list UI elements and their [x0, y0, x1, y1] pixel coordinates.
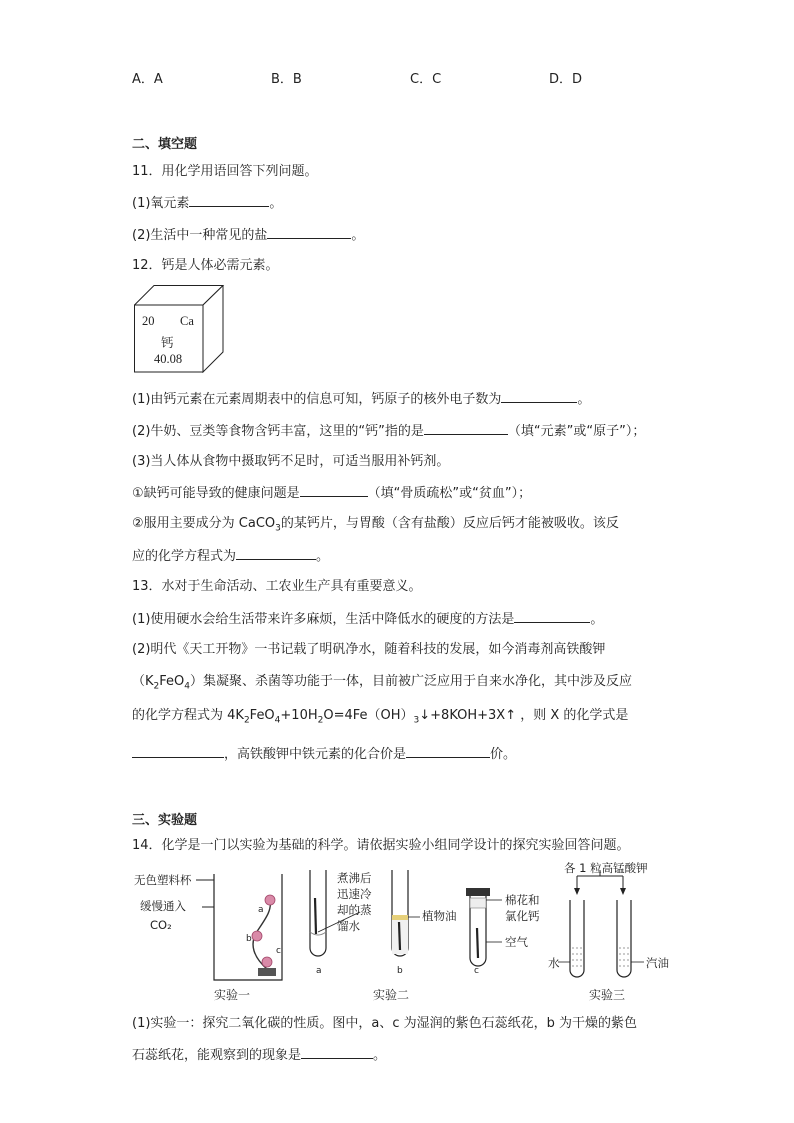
label-cotton-2: 氯化钙: [505, 909, 540, 923]
choice-b: B．B: [271, 72, 302, 87]
q14-part1: (1)实验一：探究二氧化碳的性质。图中，a、c 为湿润的紫色石蕊纸花，b 为干燥的紫色: [132, 1016, 638, 1031]
subscript: 3: [275, 523, 281, 534]
q11-part2-text: (2)生活中一种常见的盐: [132, 228, 268, 243]
q12-part4-end: （填“骨质疏松”或“贫血”）；: [367, 486, 532, 501]
label-flower-b: b: [246, 934, 252, 944]
choice-d: D．D: [549, 72, 583, 87]
answer-blank[interactable]: [301, 1046, 373, 1059]
test-tube-gasoline: [617, 900, 631, 977]
label-air: 空气: [505, 935, 528, 949]
q12-part6: [132, 547, 329, 566]
q13-part4-c: +10H: [280, 708, 318, 723]
label-plastic-cup: 无色塑料杯: [134, 873, 192, 887]
label-tube-a: a: [316, 966, 322, 976]
test-tube-a: [310, 870, 326, 956]
stopper: [466, 888, 490, 896]
q13-part3: [132, 673, 632, 696]
cotton-plug: [470, 898, 486, 908]
subscript: 2: [153, 681, 160, 692]
test-tube-water: [570, 900, 584, 977]
answer-blank[interactable]: [300, 484, 368, 497]
element-symbol: Ca: [180, 314, 194, 328]
q12-part4-text: ①缺钙可能导致的健康问题是: [132, 486, 300, 501]
answer-blank[interactable]: [189, 194, 269, 207]
q12-part2-text: (2)牛奶、豆类等食物含钙丰富，这里的“钙”指的是: [132, 424, 424, 439]
q13-part2: (2)明代《天工开物》一书记载了明矾净水，随着科技的发展，如今消毒剂高铁酸钾: [132, 642, 606, 657]
caption-exp3: 实验三: [589, 988, 626, 1002]
q14-part2-end: 。: [373, 1048, 387, 1063]
q12-part2-end: （填“元素”或“原子”）；: [507, 424, 646, 439]
q13-part5-mid: ，高铁酸钾中铁元素的化合价是: [224, 747, 407, 762]
subscript: 2: [317, 715, 324, 726]
answer-blank[interactable]: [132, 745, 224, 758]
q13-part3-b: FeO: [159, 674, 185, 689]
answer-blank[interactable]: [501, 390, 577, 403]
answer-blank[interactable]: [424, 422, 508, 435]
q13-part4: [132, 707, 628, 730]
q13-part4-a: 的化学方程式为 4K: [132, 708, 244, 723]
element-mass: 40.08: [154, 352, 183, 366]
q12-part1: [132, 390, 590, 409]
section-title-experiment: 三、实验题: [132, 813, 198, 828]
q12-part6-text: 应的化学方程式为: [132, 549, 237, 564]
answer-blank[interactable]: [236, 547, 316, 560]
q14-part2: [132, 1046, 386, 1065]
label-cotton-1: 棉花和: [505, 893, 540, 907]
q13-part4-d: O=4Fe（OH）: [323, 708, 414, 723]
element-number: 20: [142, 314, 155, 328]
iron-nail: [399, 922, 400, 950]
q13-part1-end: 。: [590, 612, 604, 627]
flower-icon: [252, 931, 262, 941]
label-water: 水: [548, 956, 560, 970]
caption-exp2: 实验二: [373, 988, 410, 1002]
label-flower-a: a: [258, 905, 264, 915]
q12-part5-text-b: 的某钙片，与胃酸（含有盐酸）反应后钙才能被吸收。该反: [280, 516, 619, 531]
section-title-fill-in: 二、填空题: [132, 137, 198, 152]
q14-stem: 14．化学是一门以实验为基础的科学。请依据实验小组同学设计的探究实验回答问题。: [132, 838, 630, 853]
water-level: [310, 932, 326, 935]
subscript: 4: [274, 715, 281, 726]
q12-part6-end: 。: [316, 549, 330, 564]
subscript: 4: [184, 681, 190, 692]
label-boiled-water-3: 却的蒸: [337, 903, 372, 917]
q13-stem: 13．水对于生命活动、工农业生产具有重要意义。: [132, 579, 422, 594]
q12-part3: (3)当人体从食物中摄取钙不足时，可适当服用补钙剂。: [132, 454, 450, 469]
q11-part1-end: 。: [269, 196, 283, 211]
q13-part4-e: ↓+8KOH+3X↑ ，则 X 的化学式是: [419, 708, 629, 723]
q13-part1-text: (1)使用硬水会给生活带来许多麻烦，生活中降低水的硬度的方法是: [132, 612, 515, 627]
subscript: 2: [243, 715, 250, 726]
q12-part5-text-a: ②服用主要成分为 CaCO: [132, 516, 276, 531]
choice-a: A．A: [132, 72, 163, 87]
q13-part1: [132, 610, 603, 629]
answer-blank[interactable]: [406, 745, 490, 758]
answer-blank[interactable]: [514, 610, 590, 623]
flower-icon: [262, 957, 272, 967]
q13-part5: [132, 745, 516, 764]
q13-part5-end: 价。: [490, 747, 517, 762]
liquid-gasoline: [619, 948, 629, 966]
arrow-head: [620, 888, 626, 895]
flower-base: [258, 968, 276, 976]
label-tube-c: c: [474, 966, 479, 976]
q13-part3-c: ）集凝聚、杀菌等功能于一体，目前被广泛应用于自来水净化，其中涉及反应: [190, 674, 633, 689]
q14-part2-text: 石蕊纸花，能观察到的现象是: [132, 1048, 302, 1063]
label-tube-b: b: [397, 966, 403, 976]
label-plant-oil: 植物油: [422, 909, 457, 923]
choice-c: C．C: [410, 72, 442, 87]
label-flower-c: c: [276, 946, 281, 956]
oil-layer: [392, 915, 408, 920]
answer-blank[interactable]: [267, 226, 351, 239]
iron-nail: [477, 928, 478, 958]
label-boiled-water-4: 馏水: [337, 919, 360, 933]
q12-stem: 12．钙是人体必需元素。: [132, 258, 279, 273]
iron-nail: [315, 898, 316, 934]
label-gas-2: CO₂: [150, 918, 172, 932]
label-gas-1: 缓慢通入: [140, 899, 186, 913]
element-name: 钙: [161, 335, 174, 350]
q11-part1-text: (1)氧元素: [132, 196, 190, 211]
q13-part4-b: FeO: [249, 708, 275, 723]
q12-part5: [132, 515, 619, 538]
caption-exp1: 实验一: [214, 988, 251, 1002]
label-boiled-water-1: 煮沸后: [337, 871, 372, 885]
arrow-head: [574, 888, 580, 895]
q11-part1: [132, 194, 282, 213]
q13-part3-a: （K: [132, 674, 154, 689]
label-gasoline: 汽油: [646, 956, 669, 970]
label-boiled-water-2: 迅速冷: [337, 887, 372, 901]
subscript: 3: [413, 715, 420, 726]
label-kmno4: 各 1 粒高锰酸钾: [564, 861, 648, 875]
q12-part1-end: 。: [577, 392, 591, 407]
q12-part4: [132, 484, 531, 503]
q12-part2: [132, 422, 645, 441]
q11-part2: [132, 226, 364, 245]
q12-part1-text: (1)由钙元素在元素周期表中的信息可知，钙原子的核外电子数为: [132, 392, 502, 407]
q11-part2-end: 。: [351, 228, 365, 243]
flower-icon: [265, 895, 275, 905]
q11-stem: 11．用化学用语回答下列问题。: [132, 164, 318, 179]
liquid-water: [572, 948, 582, 966]
